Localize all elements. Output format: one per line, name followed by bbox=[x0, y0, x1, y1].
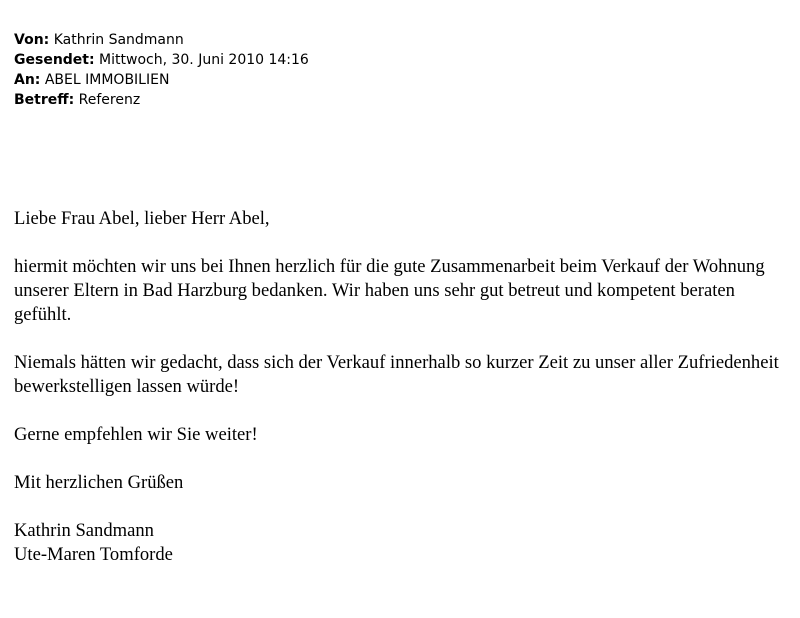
closing: Mit herzlichen Grüßen bbox=[14, 472, 184, 493]
email-header bbox=[14, 30, 309, 110]
subject-value: Referenz bbox=[78, 92, 141, 108]
from-label: Von: bbox=[14, 32, 50, 48]
paragraph-sale: Niemals hätten wir gedacht, dass sich der Verkauf innerhalb so kurzer Zeit zu unser aller Zufriedenheit bewerkstelligen lassen würde! bbox=[14, 352, 779, 397]
from-row bbox=[14, 30, 309, 50]
paragraph-recommend: Gerne empfehlen wir Sie weiter! bbox=[14, 424, 258, 445]
signature bbox=[14, 519, 794, 567]
salutation: Liebe Frau Abel, lieber Herr Abel, bbox=[14, 208, 270, 229]
to-value: ABEL IMMOBILIEN bbox=[44, 72, 170, 88]
signature-name-2: Ute-Maren Tomforde bbox=[14, 544, 173, 565]
sent-value: Mittwoch, 30. Juni 2010 14:16 bbox=[99, 52, 309, 68]
sent-label: Gesendet: bbox=[14, 52, 95, 68]
email-body bbox=[14, 207, 794, 591]
to-label: An: bbox=[14, 72, 41, 88]
subject-label: Betreff: bbox=[14, 92, 75, 108]
from-value: Kathrin Sandmann bbox=[53, 32, 184, 48]
to-row bbox=[14, 70, 309, 90]
paragraph-thanks: hiermit möchten wir uns bei Ihnen herzlich für die gute Zusammenarbeit beim Verkauf der Wohnung unserer Eltern in Bad Harzburg bedanken. Wir haben uns sehr gut betreut und kompetent beraten gefühlt. bbox=[14, 256, 765, 325]
signature-name-1: Kathrin Sandmann bbox=[14, 520, 154, 541]
sent-row bbox=[14, 50, 309, 70]
subject-row bbox=[14, 90, 309, 110]
